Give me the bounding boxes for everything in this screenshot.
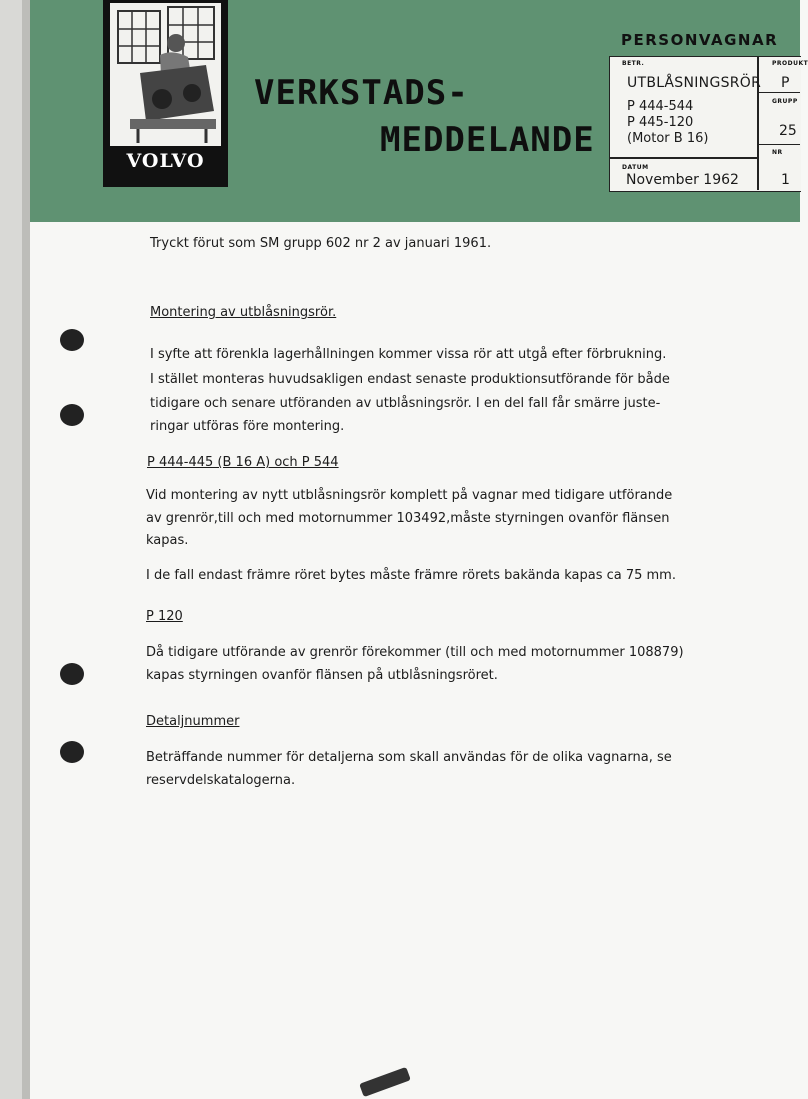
body-line: Vid montering av nytt utblåsningsrör komplett på vagnar med tidigare utförande bbox=[146, 488, 673, 503]
body-line: kapas. bbox=[146, 533, 189, 548]
punch-hole bbox=[60, 663, 84, 685]
title-line-2: MEDDELANDE bbox=[380, 120, 595, 160]
body-line: tidigare och senare utföranden av utblåsningsrör. I en del fall får smärre juste- bbox=[150, 396, 661, 411]
betr-label: BETR. bbox=[622, 60, 645, 67]
grupp-label: GRUPP bbox=[772, 98, 798, 105]
section-heading: P 444-445 (B 16 A) och P 544 bbox=[147, 455, 339, 470]
punch-hole bbox=[60, 404, 84, 426]
number-value: 1 bbox=[781, 172, 790, 188]
mechanic-illustration-svg bbox=[110, 3, 221, 146]
body-line: kapas styrningen ovanför flänsen på utblåsningsröret. bbox=[146, 668, 498, 683]
title-line-1: VERKSTADS- bbox=[254, 73, 469, 113]
body-line: I de fall endast främre röret bytes måste främre rörets bakända kapas ca 75 mm. bbox=[146, 568, 676, 583]
body-line: ringar utföras före montering. bbox=[150, 419, 345, 434]
info-box-divider bbox=[609, 157, 757, 159]
mechanic-illustration bbox=[110, 3, 221, 146]
model-line-2: P 445-120 bbox=[627, 115, 694, 130]
info-box-divider bbox=[759, 144, 800, 145]
subject-value: UTBLÅSNINGSRÖR bbox=[627, 75, 762, 91]
body-line: I stället monteras huvudsakligen endast senaste produktionsutförande för både bbox=[150, 372, 670, 387]
category-label: PERSONVAGNAR bbox=[621, 31, 779, 49]
section-heading: Detaljnummer bbox=[146, 714, 240, 729]
section-heading: P 120 bbox=[146, 609, 183, 624]
info-box-divider bbox=[759, 92, 800, 93]
punch-hole bbox=[60, 741, 84, 763]
body-line: av grenrör,till och med motornummer 103492,måste styrningen ovanför flänsen bbox=[146, 511, 670, 526]
group-value: 25 bbox=[779, 123, 797, 139]
model-line-3: (Motor B 16) bbox=[627, 131, 709, 146]
produkt-label: PRODUKT bbox=[772, 60, 808, 67]
body-line: Då tidigare utförande av grenrör förekommer (till och med motornummer 108879) bbox=[146, 645, 684, 660]
punch-hole bbox=[60, 329, 84, 351]
product-value: P bbox=[781, 75, 790, 91]
body-line: I syfte att förenkla lagerhållningen kommer vissa rör att utgå efter förbrukning. bbox=[150, 347, 667, 362]
section-heading: Montering av utblåsningsrör. bbox=[150, 305, 337, 320]
date-value: November 1962 bbox=[626, 172, 739, 188]
datum-label: DATUM bbox=[622, 164, 649, 171]
body-line: reservdelskatalogerna. bbox=[146, 773, 296, 788]
nr-label: NR bbox=[772, 149, 783, 156]
intro-text: Tryckt förut som SM grupp 602 nr 2 av januari 1961. bbox=[150, 236, 492, 251]
model-line-1: P 444-544 bbox=[627, 99, 694, 114]
body-line: Beträffande nummer för detaljerna som skall användas för de olika vagnarna, se bbox=[146, 750, 672, 765]
volvo-logo: VOLVO bbox=[126, 150, 205, 172]
